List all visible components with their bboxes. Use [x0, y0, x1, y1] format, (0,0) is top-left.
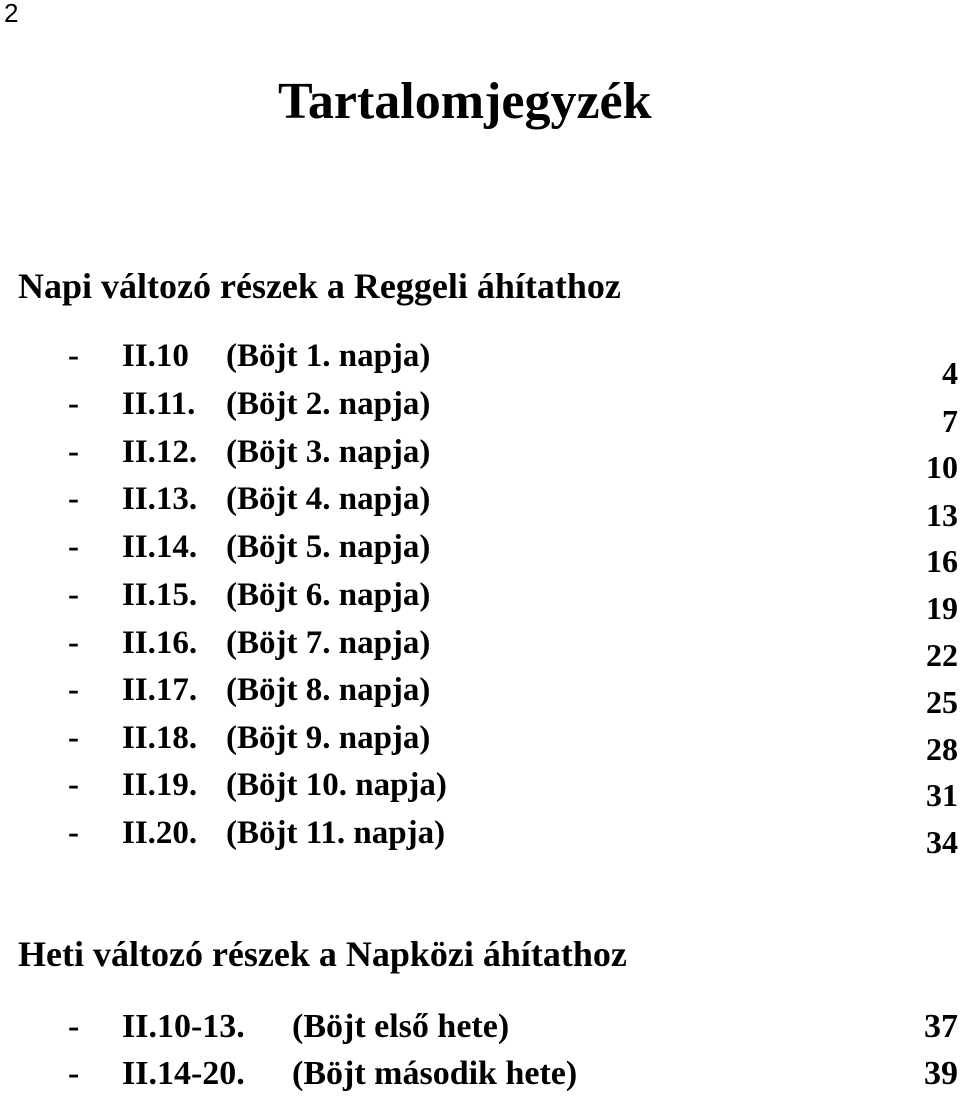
entry-page-number: 10 [926, 449, 958, 485]
toc-entry[interactable] [68, 672, 430, 709]
entry-label: (Böjt 6. napja) [226, 577, 431, 613]
entry-page-number: 25 [926, 684, 958, 720]
entry-code: II.14-20. [122, 1055, 245, 1092]
section-heading-weekly: Heti változó részek a Napközi áhítathoz [18, 934, 627, 974]
entry-label: (Böjt első hete) [292, 1008, 510, 1045]
toc-entry[interactable] [68, 767, 447, 804]
entry-page-number: 28 [926, 731, 958, 767]
entry-dash: - [68, 577, 79, 613]
entry-label: (Böjt 5. napja) [226, 529, 431, 565]
entry-code: II.15. [122, 577, 198, 613]
toc-entry[interactable] [68, 720, 430, 757]
entry-page-number: 4 [942, 355, 958, 391]
entry-label: (Böjt 9. napja) [226, 720, 431, 756]
entry-code: II.12. [122, 434, 198, 470]
entry-code: II.19. [122, 767, 198, 803]
entry-page-number: 7 [942, 403, 958, 439]
entry-page-number: 39 [924, 1055, 958, 1092]
toc-entry[interactable] [68, 529, 430, 566]
entry-label: (Böjt második hete) [292, 1055, 578, 1092]
entry-page-number: 13 [926, 497, 958, 533]
toc-entry[interactable] [68, 434, 430, 471]
entry-dash: - [68, 338, 79, 374]
toc-entry[interactable] [68, 1008, 509, 1046]
entry-dash: - [68, 1008, 80, 1045]
entry-code: II.20. [122, 815, 198, 851]
entry-label: (Böjt 10. napja) [226, 767, 447, 803]
toc-entry[interactable] [68, 338, 430, 375]
entry-page-number: 19 [926, 590, 958, 626]
entry-code: II.18. [122, 720, 198, 756]
toc-entry[interactable] [68, 577, 430, 614]
toc-entry[interactable] [68, 815, 445, 852]
entry-page-number: 31 [926, 777, 958, 813]
entry-code: II.11. [122, 386, 196, 422]
entry-code: II.17. [122, 672, 198, 708]
entry-page-number: 22 [926, 637, 958, 673]
entry-label: (Böjt 8. napja) [226, 672, 431, 708]
entry-page-number: 34 [926, 824, 958, 860]
page-title: Tartalomjegyzék [278, 73, 652, 130]
toc-entry[interactable] [68, 481, 430, 518]
entry-dash: - [68, 767, 79, 803]
toc-entry[interactable] [68, 386, 430, 423]
page-number: 2 [4, 0, 19, 28]
toc-entry[interactable] [68, 1055, 577, 1093]
entry-page-number: 37 [924, 1008, 958, 1045]
toc-entry[interactable] [68, 625, 430, 662]
entry-code: II.16. [122, 625, 198, 661]
entry-label: (Böjt 11. napja) [226, 815, 446, 851]
entry-label: (Böjt 3. napja) [226, 434, 431, 470]
entry-dash: - [68, 434, 79, 470]
entry-dash: - [68, 672, 79, 708]
entry-label: (Böjt 1. napja) [226, 338, 431, 374]
entry-label: (Böjt 4. napja) [226, 481, 431, 517]
entry-dash: - [68, 625, 79, 661]
entry-label: (Böjt 2. napja) [226, 386, 431, 422]
entry-dash: - [68, 815, 79, 851]
entry-code: II.13. [122, 481, 198, 517]
entry-label: (Böjt 7. napja) [226, 625, 431, 661]
entry-dash: - [68, 529, 79, 565]
entry-code: II.10-13. [122, 1008, 245, 1045]
entry-dash: - [68, 1055, 80, 1092]
entry-page-number: 16 [926, 543, 958, 579]
entry-dash: - [68, 720, 79, 756]
entry-dash: - [68, 386, 79, 422]
entry-code: II.14. [122, 529, 198, 565]
section-heading-daily: Napi változó részek a Reggeli áhítathoz [18, 266, 621, 306]
entry-dash: - [68, 481, 79, 517]
entry-code: II.10 [122, 338, 189, 374]
